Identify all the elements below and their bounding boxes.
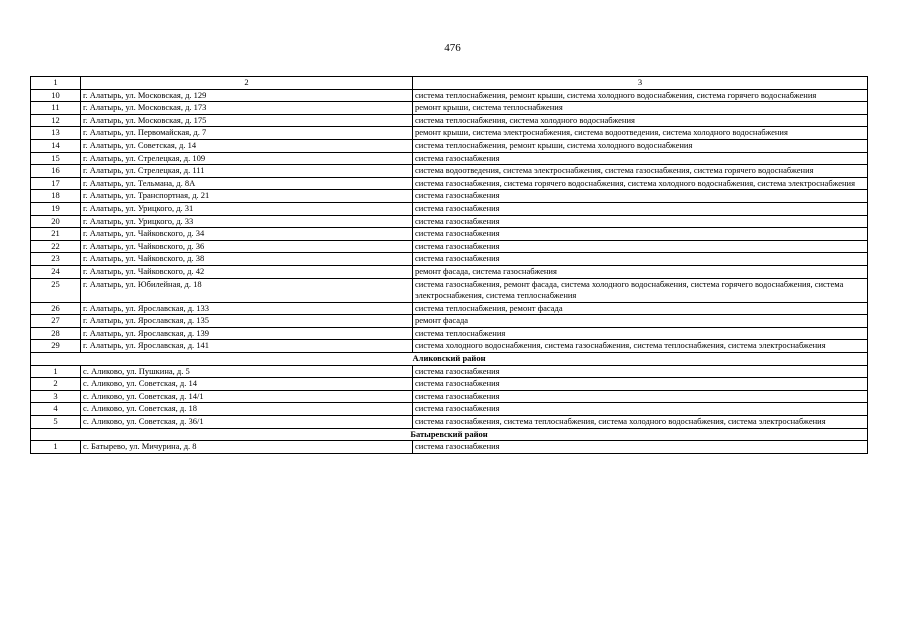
row-address: г. Алатырь, ул. Ярославская, д. 139 xyxy=(81,327,413,340)
row-number: 21 xyxy=(31,228,81,241)
row-address: с. Аликово, ул. Советская, д. 14/1 xyxy=(81,390,413,403)
row-address: г. Алатырь, ул. Ярославская, д. 141 xyxy=(81,340,413,353)
row-work-types: система холодного водоснабжения, система газоснабжения, система теплоснабжения, система электроснабжения xyxy=(413,340,868,353)
row-number: 12 xyxy=(31,114,81,127)
row-work-types: система газоснабжения, система теплоснабжения, система холодного водоснабжения, система электроснабжения xyxy=(413,416,868,429)
table-row xyxy=(31,228,868,241)
row-address: г. Алатырь, ул. Транспортная, д. 21 xyxy=(81,190,413,203)
row-address: г. Алатырь, ул. Московская, д. 129 xyxy=(81,89,413,102)
row-work-types: ремонт фасада xyxy=(413,315,868,328)
row-work-types: система газоснабжения xyxy=(413,215,868,228)
row-address: г. Алатырь, ул. Урицкого, д. 31 xyxy=(81,202,413,215)
table-row xyxy=(31,327,868,340)
row-number: 17 xyxy=(31,177,81,190)
table-row xyxy=(31,177,868,190)
row-work-types: система теплоснабжения, ремонт фасада xyxy=(413,302,868,315)
table-row xyxy=(31,89,868,102)
row-number: 19 xyxy=(31,202,81,215)
row-work-types: система теплоснабжения, система холодного водоснабжения xyxy=(413,114,868,127)
row-number: 18 xyxy=(31,190,81,203)
table-row xyxy=(31,403,868,416)
row-work-types: система газоснабжения xyxy=(413,365,868,378)
row-work-types: система теплоснабжения, ремонт крыши, система холодного водоснабжения xyxy=(413,139,868,152)
table-row xyxy=(31,365,868,378)
row-number: 3 xyxy=(31,390,81,403)
row-number: 1 xyxy=(31,441,81,454)
table-row xyxy=(31,253,868,266)
row-number: 24 xyxy=(31,265,81,278)
table-row xyxy=(31,315,868,328)
row-work-types: система газоснабжения, система горячего водоснабжения, система холодного водоснабжения, система электроснабжения xyxy=(413,177,868,190)
row-work-types: система газоснабжения xyxy=(413,378,868,391)
row-work-types: система водоотведения, система электроснабжения, система газоснабжения, система горячего водоснабжения xyxy=(413,165,868,178)
column-header: 3 xyxy=(413,77,868,90)
column-header: 2 xyxy=(81,77,413,90)
table-row xyxy=(31,190,868,203)
row-work-types: система газоснабжения xyxy=(413,390,868,403)
section-heading-row xyxy=(31,353,868,366)
row-address: с. Батырево, ул. Мичурина, д. 8 xyxy=(81,441,413,454)
row-number: 16 xyxy=(31,165,81,178)
row-work-types: система газоснабжения xyxy=(413,441,868,454)
table-row xyxy=(31,265,868,278)
row-work-types: система теплоснабжения, ремонт крыши, система холодного водоснабжения, система горячего водоснабжения xyxy=(413,89,868,102)
row-address: г. Алатырь, ул. Чайковского, д. 42 xyxy=(81,265,413,278)
row-number: 28 xyxy=(31,327,81,340)
row-number: 15 xyxy=(31,152,81,165)
row-address: г. Алатырь, ул. Московская, д. 173 xyxy=(81,102,413,115)
row-address: г. Алатырь, ул. Московская, д. 175 xyxy=(81,114,413,127)
row-address: г. Алатырь, ул. Стрелецкая, д. 109 xyxy=(81,152,413,165)
row-address: г. Алатырь, ул. Стрелецкая, д. 111 xyxy=(81,165,413,178)
section-heading-row xyxy=(31,428,868,441)
table-row xyxy=(31,441,868,454)
row-work-types: система газоснабжения xyxy=(413,228,868,241)
table-row xyxy=(31,278,868,302)
column-header: 1 xyxy=(31,77,81,90)
row-address: г. Алатырь, ул. Ярославская, д. 133 xyxy=(81,302,413,315)
table-row xyxy=(31,215,868,228)
row-number: 4 xyxy=(31,403,81,416)
registry-table xyxy=(30,76,868,454)
table-row xyxy=(31,102,868,115)
row-work-types: система газоснабжения xyxy=(413,190,868,203)
table-row xyxy=(31,240,868,253)
row-address: с. Аликово, ул. Советская, д. 14 xyxy=(81,378,413,391)
row-number: 27 xyxy=(31,315,81,328)
row-work-types: система теплоснабжения xyxy=(413,327,868,340)
table-row xyxy=(31,416,868,429)
row-number: 25 xyxy=(31,278,81,302)
row-address: г. Алатырь, ул. Чайковского, д. 38 xyxy=(81,253,413,266)
table-row xyxy=(31,152,868,165)
row-number: 22 xyxy=(31,240,81,253)
row-work-types: система газоснабжения xyxy=(413,152,868,165)
section-title: Аликовский район xyxy=(31,353,868,366)
table-row xyxy=(31,378,868,391)
table-row xyxy=(31,390,868,403)
table-row xyxy=(31,114,868,127)
row-address: г. Алатырь, ул. Советская, д. 14 xyxy=(81,139,413,152)
row-number: 26 xyxy=(31,302,81,315)
page-number: 476 xyxy=(444,42,461,54)
row-number: 29 xyxy=(31,340,81,353)
row-address: г. Алатырь, ул. Тельмана, д. 8А xyxy=(81,177,413,190)
row-work-types: система газоснабжения xyxy=(413,253,868,266)
table-row xyxy=(31,165,868,178)
row-number: 20 xyxy=(31,215,81,228)
row-address: с. Аликово, ул. Советская, д. 36/1 xyxy=(81,416,413,429)
row-address: г. Алатырь, ул. Ярославская, д. 135 xyxy=(81,315,413,328)
section-title: Батыревский район xyxy=(31,428,868,441)
table-row xyxy=(31,127,868,140)
row-address: с. Аликово, ул. Пушкина, д. 5 xyxy=(81,365,413,378)
row-work-types: система газоснабжения xyxy=(413,202,868,215)
row-work-types: система газоснабжения xyxy=(413,240,868,253)
row-work-types: система газоснабжения xyxy=(413,403,868,416)
row-work-types: ремонт крыши, система теплоснабжения xyxy=(413,102,868,115)
row-address: с. Аликово, ул. Советская, д. 18 xyxy=(81,403,413,416)
row-address: г. Алатырь, ул. Первомайская, д. 7 xyxy=(81,127,413,140)
row-number: 13 xyxy=(31,127,81,140)
row-number: 14 xyxy=(31,139,81,152)
row-number: 11 xyxy=(31,102,81,115)
row-number: 10 xyxy=(31,89,81,102)
table-header-row xyxy=(31,77,868,90)
row-work-types: ремонт фасада, система газоснабжения xyxy=(413,265,868,278)
row-number: 2 xyxy=(31,378,81,391)
table-row xyxy=(31,139,868,152)
table-row xyxy=(31,202,868,215)
row-number: 23 xyxy=(31,253,81,266)
row-address: г. Алатырь, ул. Урицкого, д. 33 xyxy=(81,215,413,228)
row-number: 1 xyxy=(31,365,81,378)
row-number: 5 xyxy=(31,416,81,429)
row-address: г. Алатырь, ул. Чайковского, д. 36 xyxy=(81,240,413,253)
row-address: г. Алатырь, ул. Чайковского, д. 34 xyxy=(81,228,413,241)
table-row xyxy=(31,340,868,353)
row-work-types: система газоснабжения, ремонт фасада, система холодного водоснабжения, система горячего водоснабжения, система электроснабжения, система теплоснабжения xyxy=(413,278,868,302)
row-address: г. Алатырь, ул. Юбилейная, д. 18 xyxy=(81,278,413,302)
table-row xyxy=(31,302,868,315)
row-work-types: ремонт крыши, система электроснабжения, система водоотведения, система холодного водоснабжения xyxy=(413,127,868,140)
